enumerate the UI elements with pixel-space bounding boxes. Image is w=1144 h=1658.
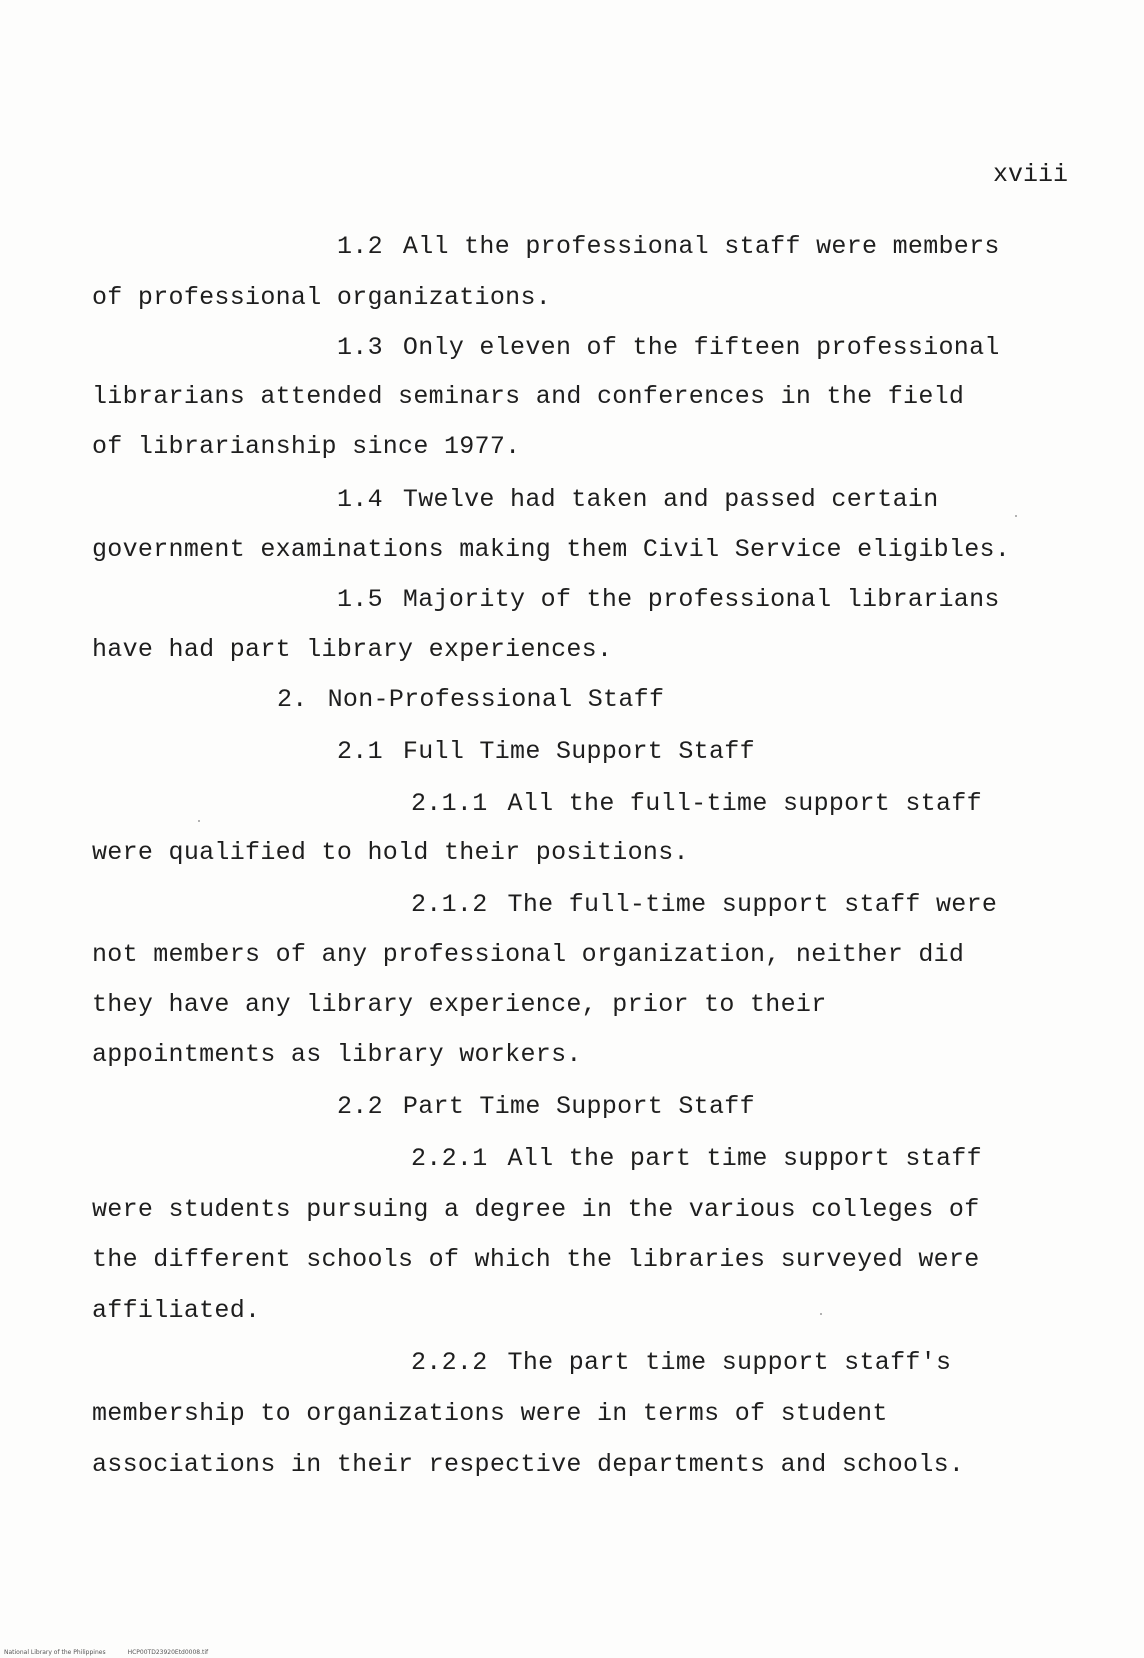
item-text: All the professional staff were members [402, 232, 1000, 261]
page-number: xviii [992, 160, 1068, 189]
item-text: The part time support staff's [507, 1348, 952, 1377]
body-line: they have any library experience, prior to their [92, 990, 827, 1019]
item-number: 2.1.1 [411, 789, 488, 818]
item-number: 1.4 [337, 485, 383, 514]
item-text: Majority of the professional librarians [402, 585, 1000, 614]
body-line: government examinations making them Civil Service eligibles. [92, 535, 1011, 564]
body-line: not members of any professional organization, neither did [92, 940, 965, 969]
item-number: 1.2 [337, 232, 383, 261]
subsection-2-2-heading [337, 1092, 755, 1122]
body-line: appointments as library workers. [92, 1040, 582, 1069]
body-line: the different schools of which the libraries surveyed were [92, 1245, 980, 1274]
body-line: affiliated. [92, 1296, 261, 1325]
scan-speck [1015, 515, 1017, 517]
item-text: Part Time Support Staff [402, 1092, 755, 1121]
body-line: of librarianship since 1977. [92, 432, 521, 461]
section-2-heading [277, 685, 664, 715]
item-number: 2.1 [337, 737, 383, 766]
scan-footer [4, 1649, 208, 1656]
item-2-1-1-first-line [411, 789, 982, 819]
item-number: 2.2.2 [411, 1348, 488, 1377]
item-1-5-first-line [337, 585, 1000, 615]
subsection-2-1-heading [337, 737, 755, 767]
item-text: The full-time support staff were [507, 890, 998, 919]
scan-speck [198, 820, 200, 822]
item-1-2-first-line [337, 232, 1000, 262]
item-number: 2. [277, 685, 308, 714]
body-line: associations in their respective departments and schools. [92, 1450, 965, 1479]
item-text: Full Time Support Staff [402, 737, 755, 766]
body-line: have had part library experiences. [92, 635, 613, 664]
item-number: 2.2 [337, 1092, 383, 1121]
footer-source: National Library of the Philippines [4, 1649, 106, 1656]
item-text: Only eleven of the fifteen professional [402, 333, 1000, 362]
body-line: librarians attended seminars and conferences in the field [92, 382, 965, 411]
body-line: membership to organizations were in terms of student [92, 1399, 888, 1428]
body-line: were qualified to hold their positions. [92, 838, 689, 867]
body-line: were students pursuing a degree in the various colleges of [92, 1195, 980, 1224]
item-text: All the full-time support staff [507, 789, 982, 818]
item-text: Twelve had taken and passed certain [402, 485, 939, 514]
body-line: of professional organizations. [92, 283, 552, 312]
item-1-4-first-line [337, 485, 939, 515]
item-2-2-2-first-line [411, 1348, 951, 1378]
item-1-3-first-line [337, 333, 1000, 363]
item-text: Non-Professional Staff [327, 685, 665, 714]
item-number: 1.3 [337, 333, 383, 362]
footer-file-id: HCP00TD23920Etd0008.tif [127, 1649, 209, 1656]
item-number: 1.5 [337, 585, 383, 614]
item-2-2-1-first-line [411, 1144, 982, 1174]
item-number: 2.1.2 [411, 890, 488, 919]
item-text: All the part time support staff [507, 1144, 982, 1173]
scan-speck [820, 1313, 822, 1315]
item-2-1-2-first-line [411, 890, 997, 920]
item-number: 2.2.1 [411, 1144, 488, 1173]
